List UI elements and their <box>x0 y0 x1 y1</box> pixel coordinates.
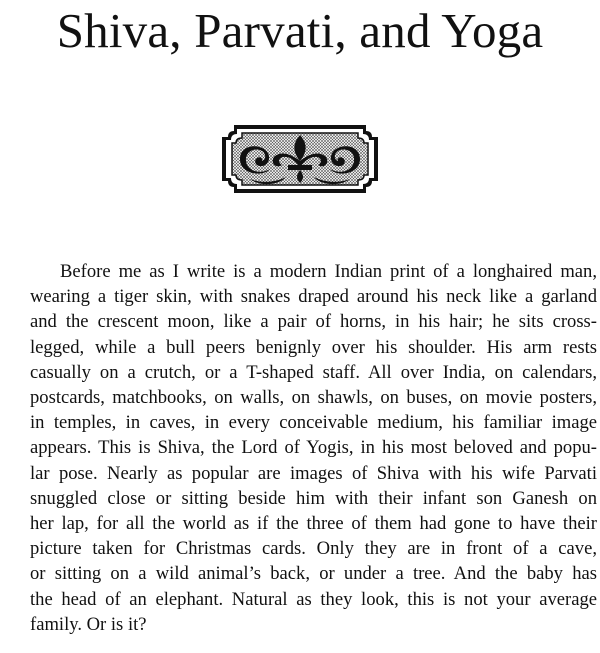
paragraph-line: postcards, matchbooks, on walls, on shawls, on buses, on movie posters, <box>30 387 597 409</box>
paragraph-line: the head of an elephant. Natural as they look, this is not your average <box>30 588 597 610</box>
body-paragraph <box>30 259 597 637</box>
paragraph-line: wearing a tiger skin, with snakes draped around his neck like a garland <box>30 286 597 308</box>
paragraph-line: Before me as I write is a modern Indian print of a longhaired man, <box>60 261 597 282</box>
paragraph-line: casually on a crutch, or a T-shaped staff. All over India, on calendars, <box>30 361 597 383</box>
paragraph-line: and the crescent moon, like a pair of horns, in his hair; he sits cross- <box>30 311 597 333</box>
paragraph-line: snuggled close or sitting beside him with their infant son Ganesh on <box>30 487 597 509</box>
paragraph-line: in temples, in caves, in every conceivable medium, his familiar image <box>30 412 597 434</box>
chapter-title: Shiva, Parvati, and Yoga <box>56 3 544 58</box>
paragraph-line: picture taken for Christmas cards. Only they are in front of a cave, <box>30 538 597 560</box>
paragraph-line: her lap, for all the world as if the three of them had gone to have their <box>30 513 597 535</box>
paragraph-line: lar pose. Nearly as popular are images of Shiva with his wife Parvati <box>30 462 597 484</box>
fleur-de-lis-ornament-icon <box>220 123 380 195</box>
paragraph-line: legged, while a bull peers benignly over his shoulder. His arm rests <box>30 336 597 358</box>
paragraph-line: family. Or is it? <box>30 613 147 635</box>
paragraph-line: appears. This is Shiva, the Lord of Yogis, in his most beloved and popu- <box>30 437 597 459</box>
paragraph-line: or sitting on a wild animal’s back, or under a tree. And the baby has <box>30 563 597 585</box>
